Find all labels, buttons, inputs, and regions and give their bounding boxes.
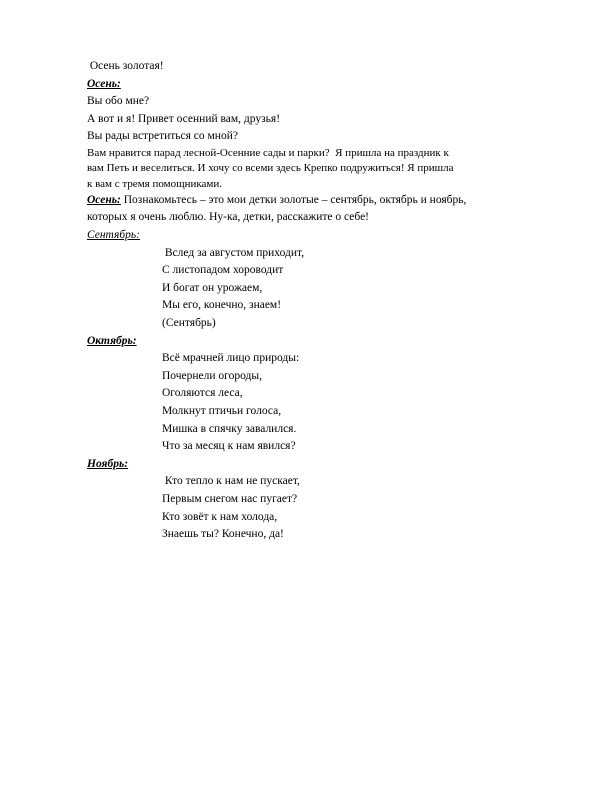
autumn-intro-text-1: Познакомьтесь – это мои детки золотые – сентябрь, октябрь и ноябрь, (120, 193, 467, 206)
september-line-1: Вслед за августом приходит, (162, 246, 305, 259)
november-line-1: Кто тепло к нам не пускает, (162, 475, 300, 488)
october-line-3: Оголяются леса, (162, 387, 243, 400)
speaker-november-label: Ноябрь: (87, 457, 129, 470)
october-line-2: Почернели огороды, (162, 369, 262, 382)
speaker-september-label: Сентябрь: (87, 229, 140, 242)
october-line-1: Всё мрачней лицо природы: (162, 352, 300, 365)
autumn-intro-text-2: которых я очень люблю. Ну-ка, детки, расскажите о себе! (87, 211, 369, 224)
speaker-october-label: Октябрь: (87, 334, 137, 347)
autumn-line-3: Вы рады встретиться со мной? (87, 130, 238, 143)
october-line-4: Молкнут птичьи голоса, (162, 404, 282, 417)
november-line-4: Знаешь ты? Конечно, да! (162, 528, 284, 541)
autumn-line-1: Вы обо мне? (87, 95, 150, 108)
script-text (87, 58, 567, 544)
autumn-paragraph-line-2: вам Петь и веселиться. И хочу со всеми здесь Крепко подружиться! Я пришла (87, 162, 454, 175)
october-line-6: Что за месяц к нам явился? (162, 440, 296, 453)
september-line-4: Мы его, конечно, знаем! (162, 299, 282, 312)
september-line-5: (Сентябрь) (162, 317, 216, 330)
september-line-3: И богат он урожаем, (162, 281, 263, 294)
november-line-2: Первым снегом нас пугает? (162, 492, 298, 505)
autumn-paragraph-line-3: к вам с тремя помощниками. (87, 177, 223, 190)
speaker-autumn-label: Осень: (87, 77, 121, 90)
autumn-line-2: А вот и я! Привет осенний вам, друзья! (87, 112, 281, 125)
autumn-paragraph-line-1: Вам нравится парад лесной-Осенние сады и парки? Я пришла на праздник к (87, 146, 449, 159)
september-line-2: С листопадом хороводит (162, 264, 284, 277)
speaker-autumn-intro-label: Осень: (87, 193, 121, 206)
document-title: Осень золотая! (87, 60, 164, 72)
october-line-5: Мишка в спячку завалился. (162, 422, 297, 435)
november-line-3: Кто зовёт к нам холода, (162, 510, 278, 523)
